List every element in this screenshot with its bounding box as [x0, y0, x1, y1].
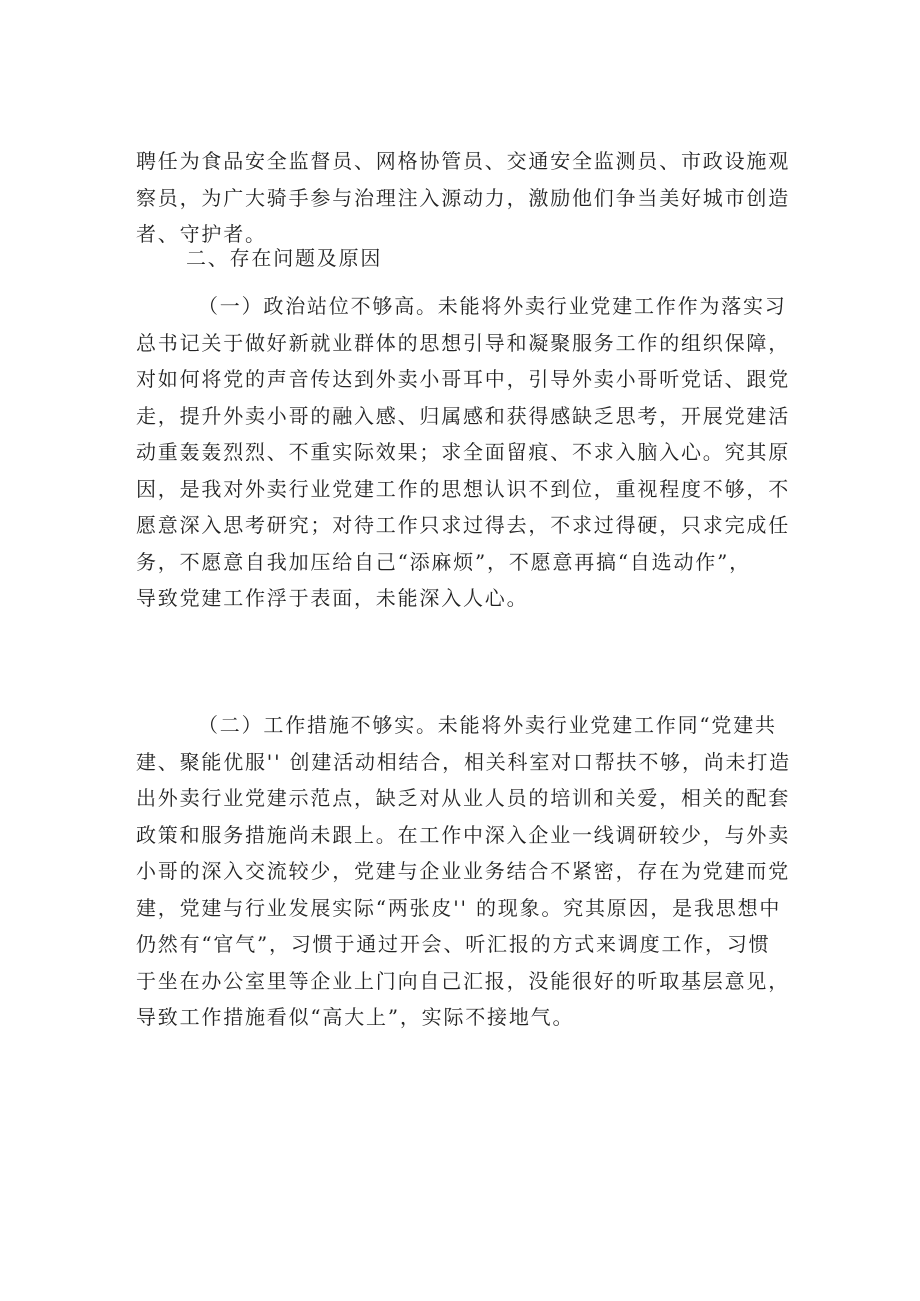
- text-line: 于坐在办公室里等企业上门向自己汇报，没能很好的听取基层意见，: [136, 968, 790, 993]
- text-line: 建、聚能优服'' 创建活动相结合，相关科室对口帮扶不够，尚未打造: [136, 749, 791, 774]
- text-line: 动重轰轰烈烈、不重实际效果；求全面留痕、不求入脑入心。究其原: [136, 440, 790, 464]
- text-line: （二）工作措施不够实。未能将外卖行业党建工作同“党建共: [198, 713, 777, 737]
- text-line: 出外卖行业党建示范点，缺乏对从业人员的培训和关爱，相关的配套: [136, 786, 790, 810]
- text-line: 小哥的深入交流较少，党建与企业业务结合不紧密，存在为党建而党: [136, 859, 790, 883]
- text-line: 政策和服务措施尚未跟上。在工作中深入企业一线调研较少，与外卖: [136, 822, 790, 847]
- text-line: 走，提升外卖小哥的融入感、归属感和获得感缺乏思考，开展党建活: [136, 403, 790, 428]
- text-line: 者、守护者。: [136, 222, 267, 246]
- section-heading-text: 二、存在问题及原因: [186, 246, 383, 270]
- text-line: 导致工作措施看似“高大上”，实际不接地气。: [136, 1005, 575, 1029]
- text-line: 建，党建与行业发展实际“两张皮'' 的现象。究其原因，是我思想中: [136, 895, 782, 920]
- text-line: 对如何将党的声音传达到外卖小哥耳中，引导外卖小哥听党话、跟党: [136, 367, 790, 391]
- paragraph-riders-role: [136, 143, 792, 253]
- text-line: 总书记关于做好新就业群体的思想引导和凝聚服务工作的组织保障，: [136, 330, 790, 355]
- text-line: 务，不愿意自我加压给自己“添麻烦”，不愿意再搞“自选动作”，: [136, 549, 751, 574]
- paragraph-work-measures: [136, 707, 792, 1036]
- section-heading: [136, 240, 792, 277]
- text-line: （一）政治站位不够高。未能将外卖行业党建工作作为落实习: [198, 294, 787, 318]
- text-line: 愿意深入思考研究；对待工作只求过得去，不求过得硬，只求完成任: [136, 513, 790, 537]
- text-line: 仍然有“官气”，习惯于通过开会、听汇报的方式来调度工作，习惯: [136, 932, 771, 956]
- text-line: 导致党建工作浮于表面，未能深入人心。: [136, 586, 529, 610]
- paragraph-political-stance: [136, 288, 792, 617]
- text-line: 聘任为食品安全监督员、网格协管员、交通安全监测员、市政设施观: [136, 149, 790, 173]
- text-line: 因，是我对外卖行业党建工作的思想认识不到位，重视程度不够，不: [136, 476, 790, 501]
- text-line: 察员，为广大骑手参与治理注入源动力，激励他们争当美好城市创造: [136, 185, 790, 210]
